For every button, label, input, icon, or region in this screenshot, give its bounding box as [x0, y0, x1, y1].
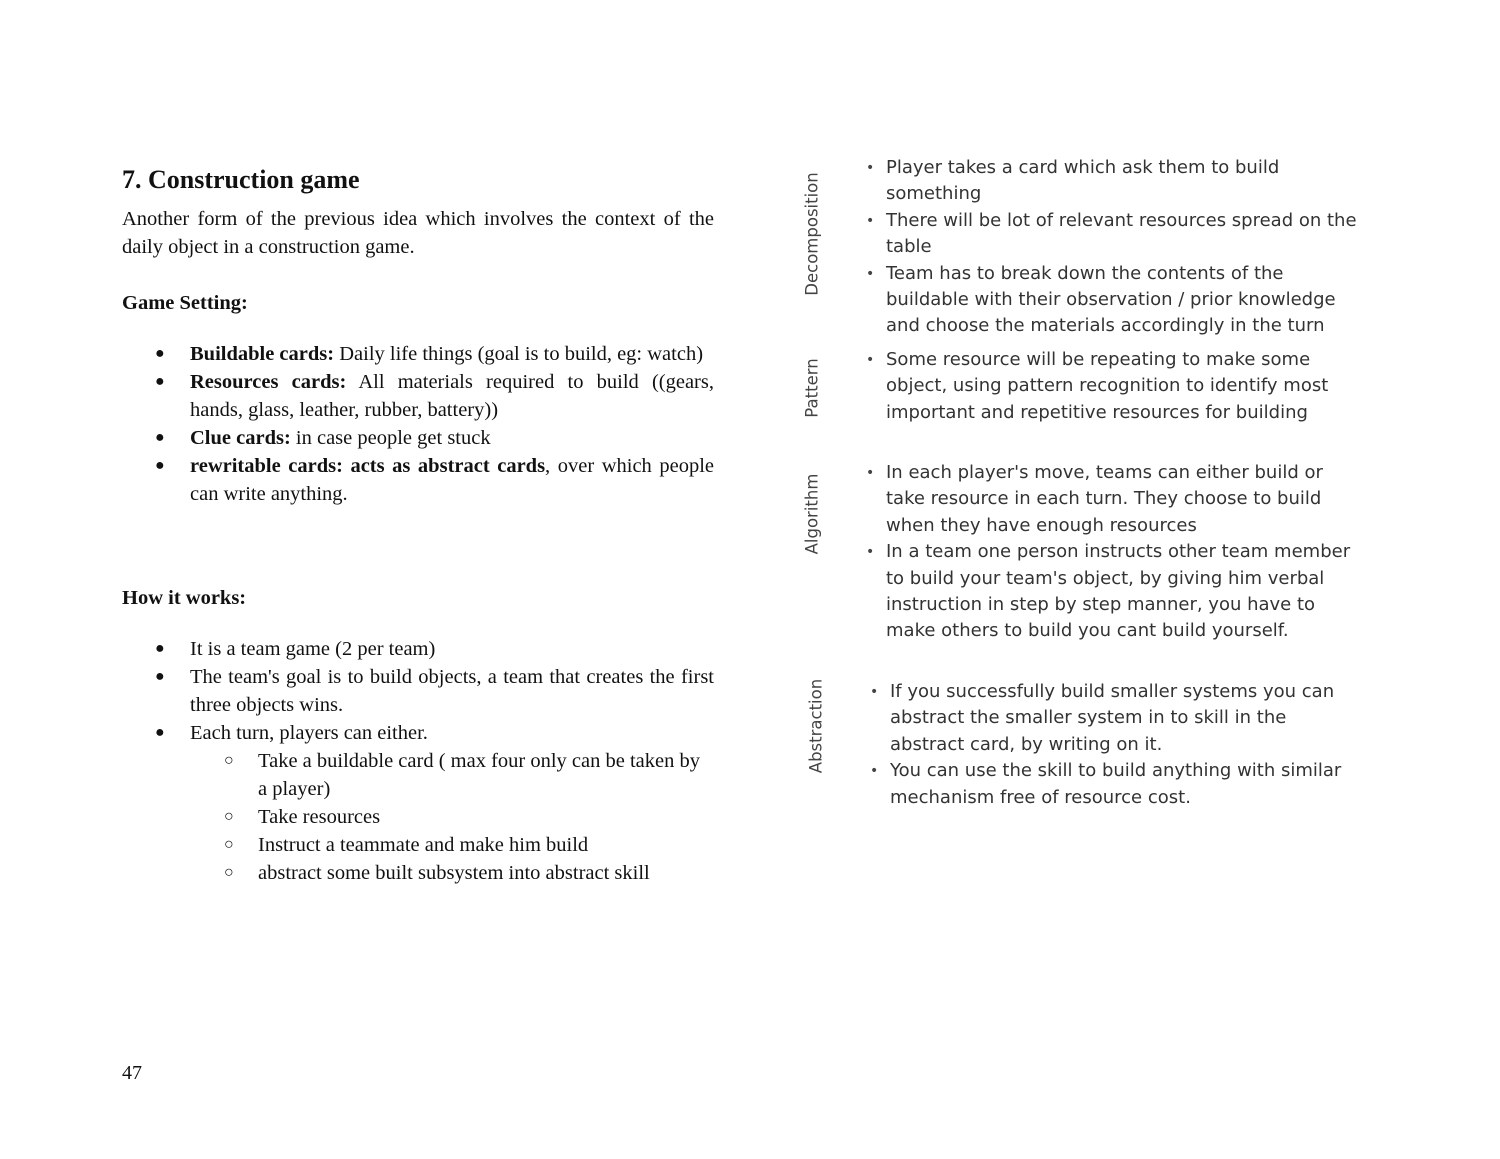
item-label: rewritable cards: acts as abstract cards	[190, 455, 546, 477]
list-item: ● Each turn, players can either.	[122, 719, 714, 747]
abstraction-label: Abstraction	[806, 678, 826, 774]
list-item: • In a team one person instructs other team member to build your team's object, by giving him verbal instruction in step by step manner, you have to make others to build you cant build yourself.	[886, 539, 1366, 645]
list-item: • Player takes a card which ask them to build something	[886, 155, 1366, 208]
list-item: • There will be lot of relevant resources spread on the table	[886, 208, 1366, 261]
item-text: , over which people can write anything.	[190, 455, 714, 505]
list-item: • Some resource will be repeating to make some object, using pattern recognition to identify most important and repetitive resources for building	[886, 347, 1366, 426]
left-column	[122, 163, 714, 887]
algorithm-label: Algorithm	[802, 473, 822, 555]
decomposition-label: Decomposition	[802, 172, 822, 296]
item-text: All materials required to build ((gears, hands, glass, leather, rubber, battery))	[190, 371, 714, 421]
item-label: Buildable cards:	[190, 343, 335, 365]
list-item	[122, 340, 714, 368]
list-item	[122, 368, 714, 424]
pattern-label: Pattern	[802, 358, 822, 418]
list-item	[122, 424, 714, 452]
game-setting-heading: Game Setting:	[122, 292, 248, 314]
sub-list-item: ○ abstract some built subsystem into abstract skill	[122, 859, 714, 887]
sub-list-item: ○ Instruct a teammate and make him build	[122, 831, 714, 859]
item-label: Clue cards:	[190, 427, 291, 449]
game-setting-list	[122, 340, 714, 508]
abstraction-points	[890, 679, 1360, 811]
sub-list-item: ○ Take resources	[122, 803, 714, 831]
page-number: 47	[122, 1062, 142, 1084]
intro-paragraph: Another form of the previous idea which involves the context of the daily object in a construction game.	[122, 208, 714, 258]
list-item: • In each player's move, teams can either build or take resource in each turn. They choose to build when they have enough resources	[886, 460, 1366, 539]
item-text: Daily life things (goal is to build, eg: watch)	[334, 343, 704, 365]
how-it-works-list	[122, 635, 714, 747]
list-item: • Team has to break down the contents of the buildable with their observation / prior knowledge and choose the materials accordingly in the turn	[886, 261, 1366, 340]
right-column	[790, 0, 1370, 1159]
list-item: ● The team's goal is to build objects, a team that creates the first three objects wins.	[122, 663, 714, 719]
turn-options-list	[122, 747, 714, 887]
list-item	[122, 452, 714, 508]
pattern-points	[886, 347, 1366, 426]
algorithm-points	[886, 460, 1366, 645]
sub-list-item: ○ Take a buildable card ( max four only can be taken by a player)	[122, 747, 714, 803]
list-item: ● It is a team game (2 per team)	[122, 635, 714, 663]
decomposition-points	[886, 155, 1366, 340]
page-title: 7. Construction game	[122, 165, 360, 194]
item-text: in case people get stuck	[290, 427, 491, 449]
list-item: • If you successfully build smaller systems you can abstract the smaller system in to skill in the abstract card, by writing on it.	[890, 679, 1360, 758]
list-item: • You can use the skill to build anything with similar mechanism free of resource cost.	[890, 758, 1360, 811]
item-label: Resources cards:	[190, 371, 347, 393]
how-it-works-heading: How it works:	[122, 587, 247, 609]
